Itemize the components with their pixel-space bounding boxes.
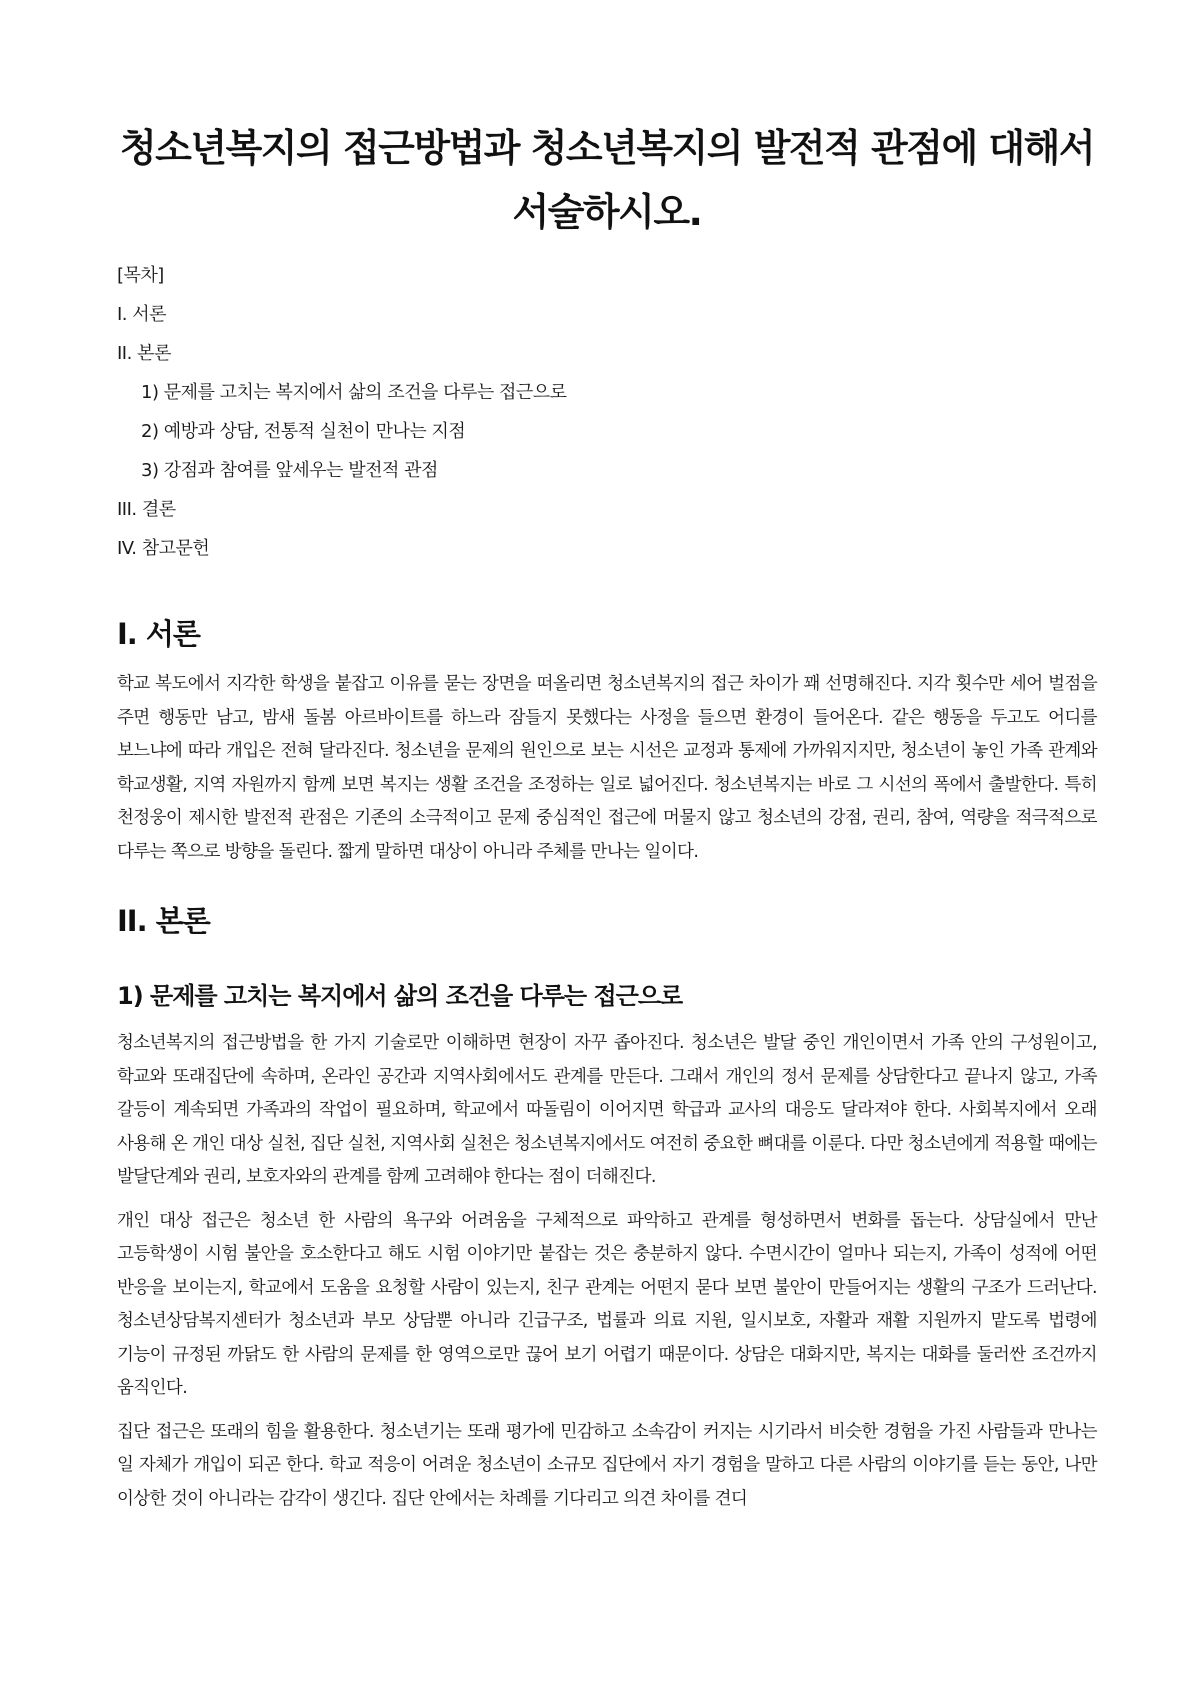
table-of-contents (117, 264, 1097, 576)
body-paragraph: 집단 접근은 또래의 힘을 활용한다. 청소년기는 또래 평가에 민감하고 소속감이 커지는 시기라서 비슷한 경험을 가진 사람들과 만나는 일 자체가 개입이 되곤 한다. 학교 적응이 어려운 청소년이 소규모 집단에서 자기 경험을 말하고 다른 사람의 이야기를 듣는 동안, 나만 이상한 것이 아니라는 감각이 생긴다. 집단 안에서는 차례를 기다리고 의견 차이를 견디 (117, 1421, 1097, 1509)
toc-subitem: 3) 강점과 참여를 앞세우는 발전적 관점 (141, 460, 438, 481)
section-heading-main-body: II. 본론 (117, 904, 210, 938)
toc-subitem: 2) 예방과 상담, 전통적 실천이 만나는 지점 (141, 421, 466, 442)
section-heading-introduction: I. 서론 (117, 617, 200, 651)
subsection-heading: 1) 문제를 고치는 복지에서 삶의 조건을 다루는 접근으로 (117, 982, 683, 1010)
toc-item: III. 결론 (117, 499, 176, 520)
toc-item: IV. 참고문헌 (117, 538, 210, 559)
document-page (117, 0, 1097, 1516)
toc-heading: [목차] (117, 265, 164, 286)
document-title: 청소년복지의 접근방법과 청소년복지의 발전적 관점에 대해서 서술하시오. (119, 126, 1095, 234)
toc-subitem: 1) 문제를 고치는 복지에서 삶의 조건을 다루는 접근으로 (141, 382, 567, 403)
toc-item: II. 본론 (117, 343, 171, 364)
body-paragraph: 개인 대상 접근은 청소년 한 사람의 욕구와 어려움을 구체적으로 파악하고 관계를 형성하면서 변화를 돕는다. 상담실에서 만난 고등학생이 시험 불안을 호소한다고 해도 시험 이야기만 붙잡는 것은 충분하지 않다. 수면시간이 얼마나 되는지, 가족이 성적에 어떤 반응을 보이는지, 학교에서 도움을 요청할 사람이 있는지, 친구 관계는 어떤지 묻다 보면 불안이 만들어지는 생활의 구조가 드러난다. 청소년상담복지센터가 청소년과 부모 상담뿐 아니라 긴급구조, 법률과 의료 지원, 일시보호, 자활과 재활 지원까지 맡도록 법령에 기능이 규정된 까닭도 한 사람의 문제를 한 영역으로만 끊어 보기 어렵기 때문이다. 상담은 대화지만, 복지는 대화를 둘러싼 조건까지 움직인다. (117, 1210, 1097, 1398)
body-paragraph: 청소년복지의 접근방법을 한 가지 기술로만 이해하면 현장이 자꾸 좁아진다. 청소년은 발달 중인 개인이면서 가족 안의 구성원이고, 학교와 또래집단에 속하며, 온라인 공간과 지역사회에서도 관계를 만든다. 그래서 개인의 정서 문제를 상담한다고 끝나지 않고, 가족 갈등이 계속되면 가족과의 작업이 필요하며, 학교에서 따돌림이 이어지면 학급과 교사의 대응도 달라져야 한다. 사회복지에서 오래 사용해 온 개인 대상 실천, 집단 실천, 지역사회 실천은 청소년복지에서도 여전히 중요한 뼈대를 이룬다. 다만 청소년에게 적용할 때에는 발달단계와 권리, 보호자와의 관계를 함께 고려해야 한다는 점이 더해진다. (117, 1033, 1097, 1187)
toc-item: I. 서론 (117, 304, 167, 325)
body-paragraph: 학교 복도에서 지각한 학생을 붙잡고 이유를 묻는 장면을 떠올리면 청소년복지의 접근 차이가 꽤 선명해진다. 지각 횟수만 세어 벌점을 주면 행동만 남고, 밤새 돌봄 아르바이트를 하느라 잠들지 못했다는 사정을 들으면 환경이 들어온다. 같은 행동을 두고도 어디를 보느냐에 따라 개입은 전혀 달라진다. 청소년을 문제의 원인으로 보는 시선은 교정과 통제에 가까워지지만, 청소년이 놓인 가족 관계와 학교생활, 지역 자원까지 함께 보면 복지는 생활 조건을 조정하는 일로 넓어진다. 청소년복지는 바로 그 시선의 폭에서 출발한다. 특히 천정웅이 제시한 발전적 관점은 기존의 소극적이고 문제 중심적인 접근에 머물지 않고 청소년의 강점, 권리, 참여, 역량을 적극적으로 다루는 쪽으로 방향을 돌린다. 짧게 말하면 대상이 아니라 주체를 만나는 일이다. (117, 674, 1097, 862)
